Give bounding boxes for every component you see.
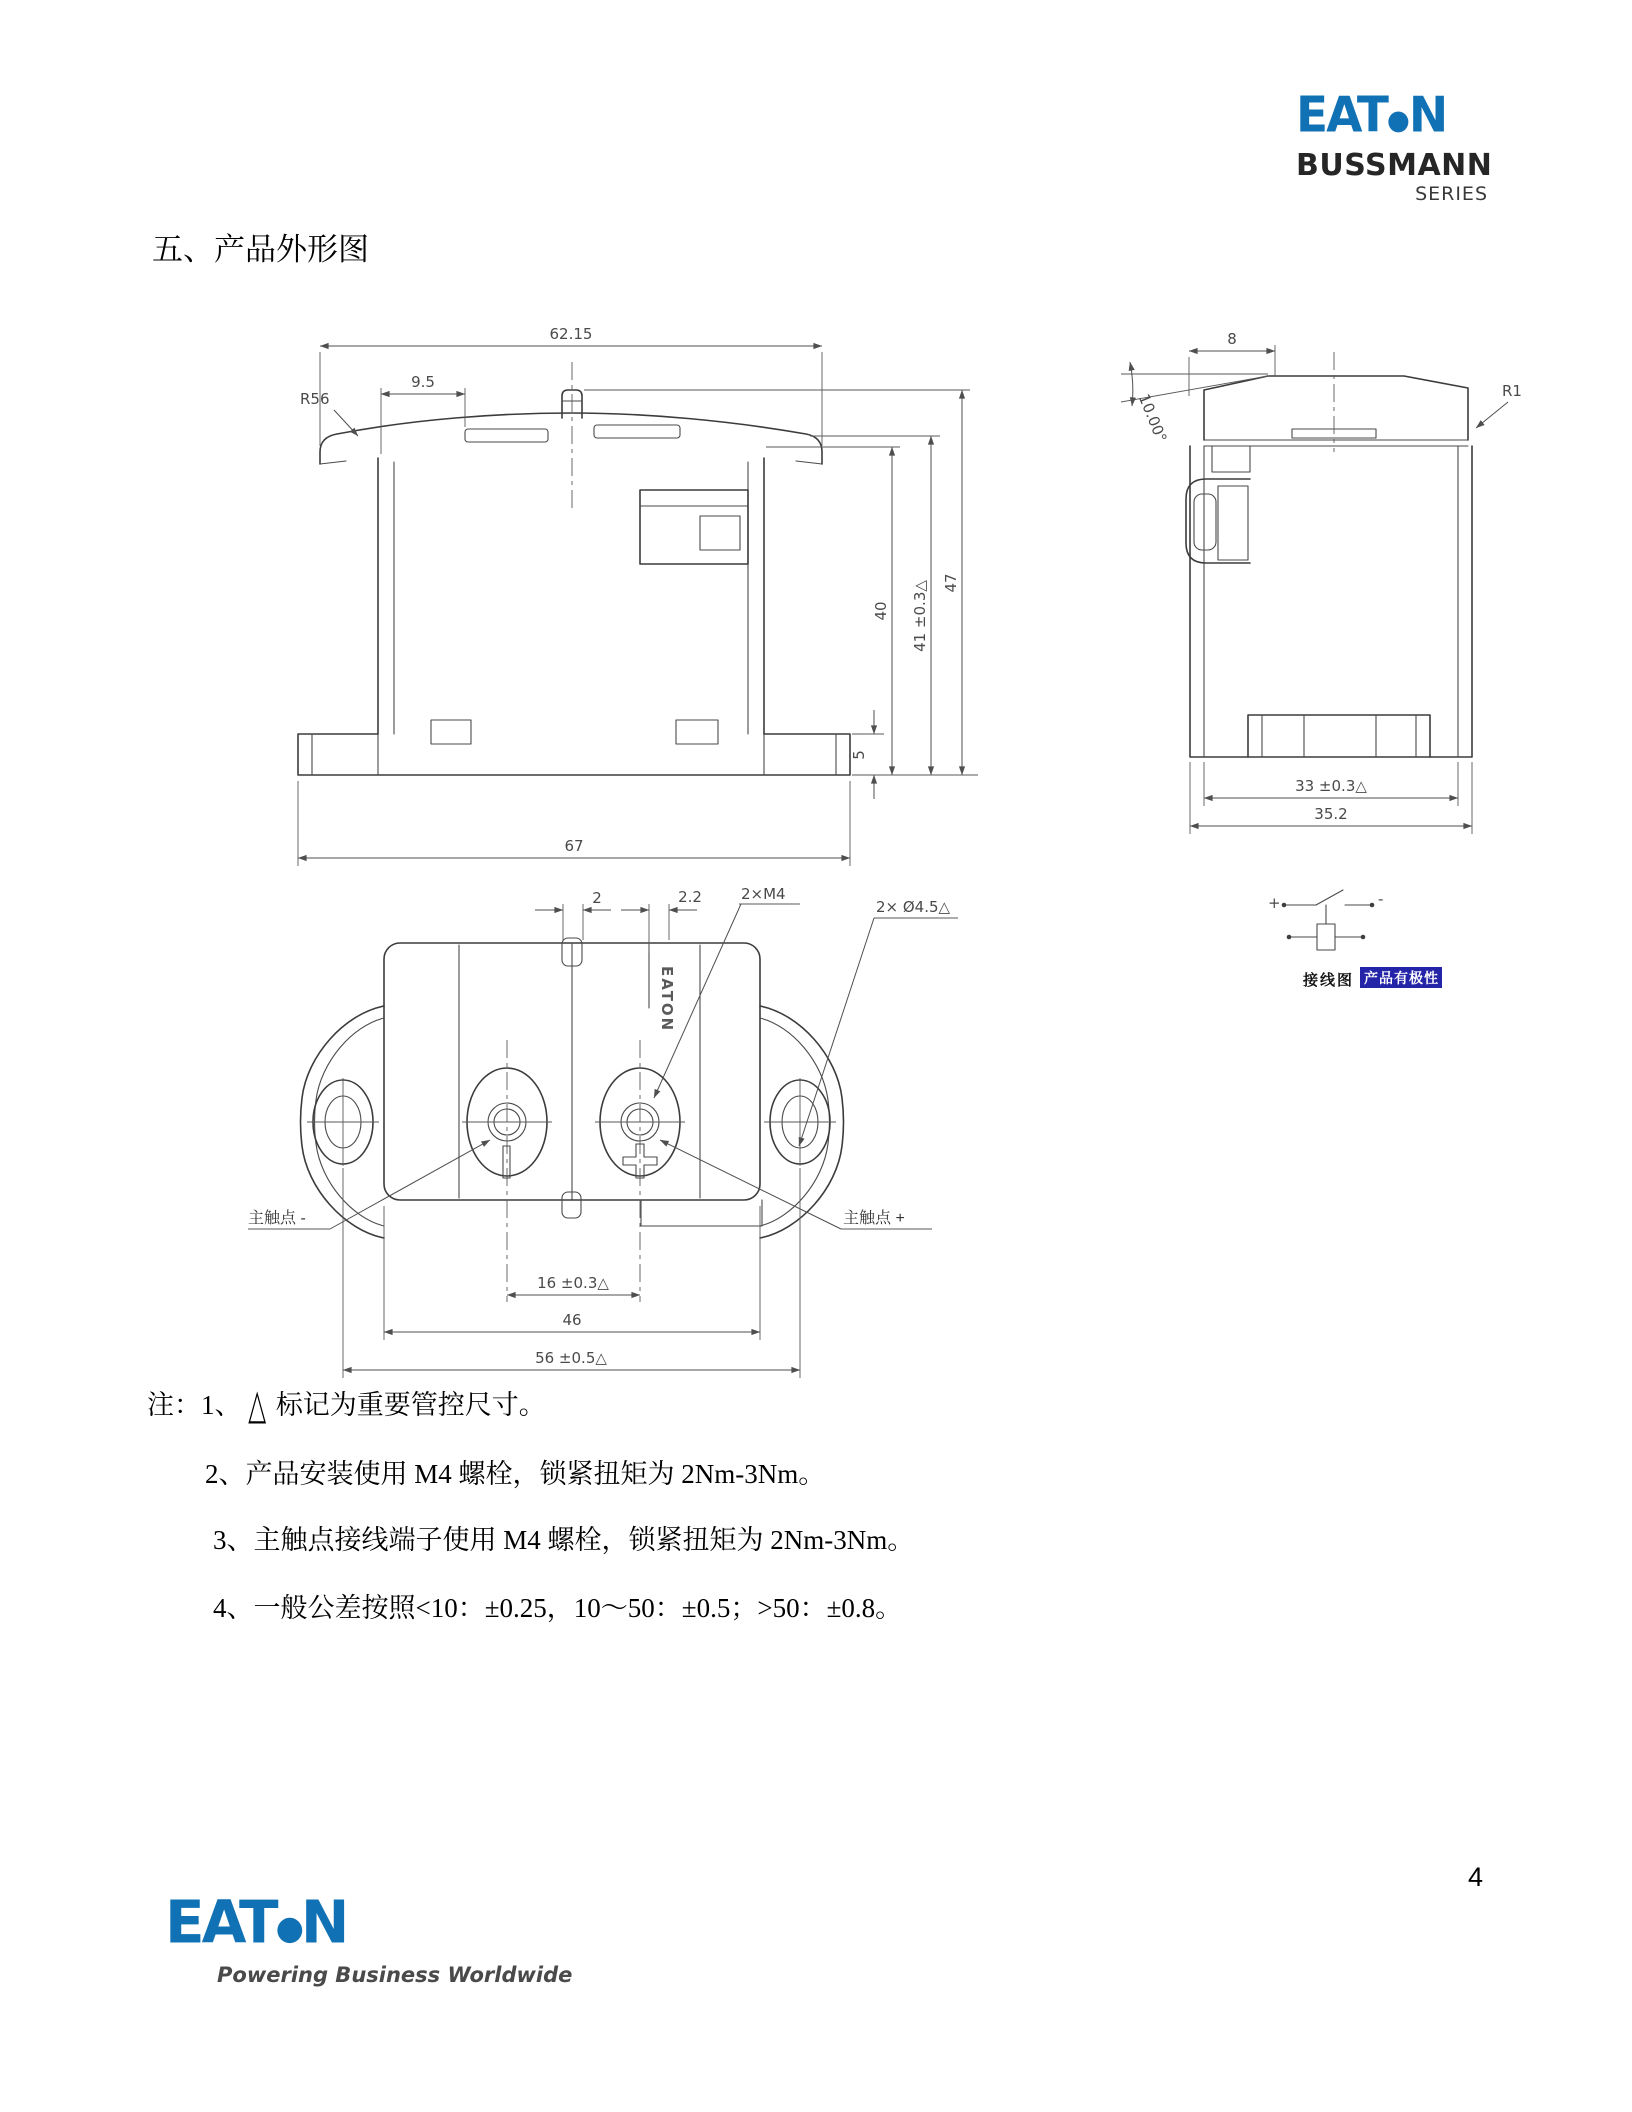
- eaton-footer-logo: [165, 1887, 573, 1987]
- dim-pad-label: 9.5: [411, 373, 435, 391]
- minus-mark-icon: [503, 1146, 510, 1178]
- front-view: [298, 325, 978, 866]
- note-2: 2、产品安装使用 M4 螺栓，锁紧扭矩为 2Nm-3Nm。: [205, 1459, 826, 1489]
- coil-symbol: [1317, 924, 1335, 950]
- dim-pitch-label: 16 ±0.3△: [537, 1274, 609, 1292]
- dim-outer-width-label: 35.2: [1314, 805, 1348, 823]
- triangle-mark-icon: △: [247, 1379, 266, 1429]
- dim-h40-label: 40: [872, 601, 890, 621]
- main-contact-negative-label: 主触点 -: [248, 1210, 306, 1227]
- dim-top-label: 8: [1227, 330, 1237, 348]
- dim-width-top-label: 62.15: [549, 325, 593, 343]
- main-contact-positive-label: 主触点 +: [843, 1210, 905, 1227]
- dim-offset-label: 2.2: [678, 888, 702, 906]
- eaton-logo-bottom-text-end: N: [300, 1887, 347, 1957]
- page-title: 五、产品外形图: [152, 232, 369, 267]
- dim-hole-pitch-label: 56 ±0.5△: [535, 1349, 607, 1367]
- eaton-logo-text: EAT: [1296, 86, 1387, 145]
- plus-terminal-label: +: [1268, 894, 1281, 912]
- minus-terminal-label: -: [1378, 890, 1384, 908]
- page-number: 4: [1468, 1862, 1484, 1892]
- dim-inner-width-label: 33 ±0.3△: [1295, 777, 1367, 795]
- wiring-diagram: [1268, 890, 1442, 989]
- eaton-logo-text-end: N: [1408, 86, 1447, 145]
- note-4: 4、一般公差按照<10：±0.25，10～50：±0.5；>50：±0.8。: [213, 1593, 903, 1623]
- eaton-logo-bottom: [165, 1887, 572, 1957]
- dim-tab-label: 2: [592, 889, 602, 907]
- eaton-logo-bottom-dot-icon: ●: [275, 1908, 301, 1948]
- polarity-note: 产品有极性: [1364, 970, 1439, 986]
- dim-hole-label: 2× Ø4.5△: [876, 898, 951, 916]
- note-1: [147, 1379, 546, 1429]
- series-wordmark: SERIES: [1415, 183, 1488, 205]
- bottom-view: [248, 885, 958, 1378]
- dim-screw-label: 2×M4: [741, 885, 786, 903]
- eaton-tagline: Powering Business Worldwide: [217, 1963, 573, 1987]
- bussmann-wordmark: BUSSMANN: [1296, 148, 1493, 183]
- note-1-text: 标记为重要管控尺寸。: [275, 1390, 546, 1420]
- note-1-prefix: 注：1、: [147, 1390, 242, 1420]
- dim-h47-label: 47: [942, 573, 960, 593]
- dim-r56-label: R56: [300, 390, 330, 408]
- wiring-diagram-caption: 接线图: [1303, 972, 1355, 989]
- side-view: [1121, 330, 1522, 834]
- dim-r1-label: R1: [1502, 382, 1522, 400]
- dim-angle-label: 10.00°: [1134, 391, 1171, 445]
- dim-base-width-label: 67: [564, 837, 584, 855]
- dim-base-height-label: 5: [850, 750, 868, 760]
- molded-eaton-logo: EATON: [658, 966, 676, 1033]
- dim-body-width-label: 46: [562, 1311, 582, 1329]
- eaton-logo-dot-icon: ●: [1386, 104, 1409, 137]
- eaton-logo-bottom-text: EAT: [165, 1887, 276, 1957]
- dim-h41-label: 41 ±0.3△: [911, 580, 929, 652]
- note-3: 3、主触点接线端子使用 M4 螺栓，锁紧扭矩为 2Nm-3Nm。: [213, 1525, 915, 1555]
